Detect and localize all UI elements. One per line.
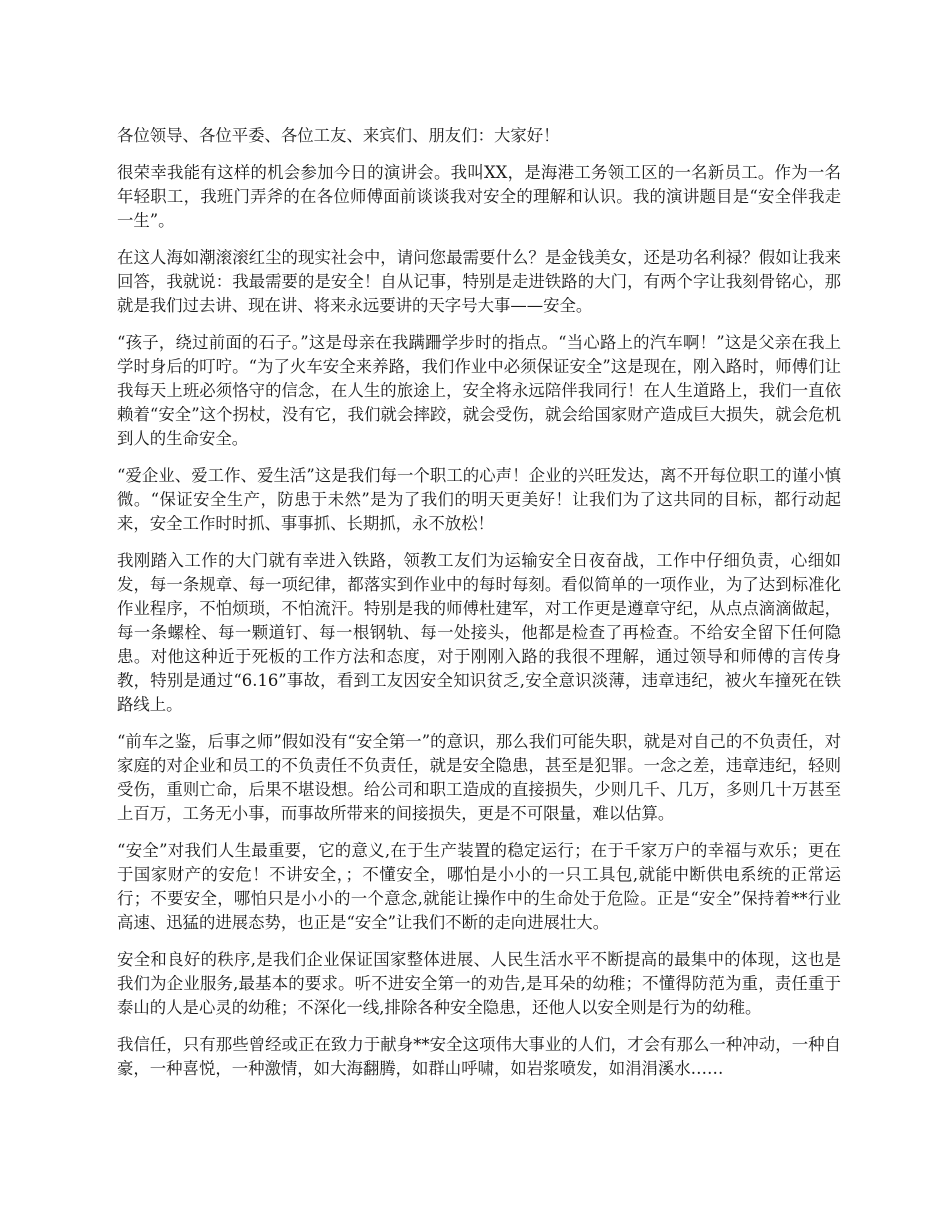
paragraph: “爱企业、爱工作、爱生活”这是我们每一个职工的心声！企业的兴旺发达，离不开每位职工的谨小慎微。“保证安全生产，防患于未然”是为了我们的明天更美好！让我们为了这共同的目标，都行动起来，安全工作时时抓、事事抓、长期抓，永不放松！	[117, 466, 841, 533]
paragraph-introduction: 很荣幸我能有这样的机会参加今日的演讲会。我叫XX，是海港工务领工区的一名新员工。作为一名年轻职工，我班门弄斧的在各位师傅面前谈谈我对安全的理解和认识。我的演讲题目是“安全伴我走一生”。	[117, 163, 841, 230]
paragraph-greeting: 各位领导、各位平委、各位工友、来宾们、朋友们：大家好！	[117, 126, 560, 145]
paragraph: “安全”对我们人生最重要，它的意义,在于生产装置的稳定运行；在于千家万户的幸福与欢乐；更在于国家财产的安危！不讲安全，；不懂安全，哪怕是小小的一只工具包,就能中断供电系统的正常运行；不要安全，哪怕只是小小的一个意念,就能让操作中的生命处于危险。正是“安全”保持着**行业高速、迅猛的进展态势，也正是“安全”让我们不断的走向进展壮大。	[117, 841, 841, 932]
paragraph: “孩子，绕过前面的石子。”这是母亲在我蹒跚学步时的指点。“当心路上的汽车啊！”这是父亲在我上学时身后的叮咛。“为了火车安全来养路，我们作业中必须保证安全”这是现在，刚入路时，师傅们让我每天上班必须恪守的信念，在人生的旅途上，安全将永远陪伴我同行！在人生道路上，我们一直依赖着“安全”这个拐杖，没有它，我们就会摔跤，就会受伤，就会给国家财产造成巨大损失，就会危机到人的生命安全。	[117, 333, 841, 448]
paragraph: 我刚踏入工作的大门就有幸进入铁路，领教工友们为运输安全日夜奋战，工作中仔细负责，心细如发，每一条规章、每一项纪律，都落实到作业中的每时每刻。看似简单的一项作业，为了达到标准化作业程序，不怕烦琐，不怕流汗。特别是我的师傅杜建军，对工作更是遵章守纪，从点点滴滴做起，每一条螺栓、每一颗道钉、每一根钢轨、每一处接头，他都是检查了再检查。不给安全留下任何隐患。对他这种近于死板的工作方法和态度，对于刚刚入路的我很不理解，通过领导和师傅的言传身教，特别是通过“6.16”事故，看到工友因安全知识贫乏,安全意识淡薄，违章违纪，被火车撞死在铁路线上。	[117, 551, 841, 714]
paragraph: 安全和良好的秩序,是我们企业保证国家整体进展、人民生活水平不断提高的最集中的体现，这也是我们为企业服务,最基本的要求。听不进安全第一的劝告,是耳朵的幼稚；不懂得防范为重，责任重于泰山的人是心灵的幼稚；不深化一线,排除各种安全隐患，还他人以安全则是行为的幼稚。	[117, 950, 841, 1017]
paragraph: 在这人海如潮滚滚红尘的现实社会中，请问您最需要什么？是金钱美女，还是功名利禄？假如让我来回答，我就说：我最需要的是安全！自从记事，特别是走进铁路的大门，有两个字让我刻骨铭心，那就是我们过去讲、现在讲、将来永远要讲的天字号大事——安全。	[117, 248, 841, 315]
paragraph-closing: 我信任，只有那些曾经或正在致力于献身**安全这项伟大事业的人们，才会有那么一种冲动，一种自豪，一种喜悦，一种激情，如大海翻腾，如群山呼啸，如岩浆喷发，如涓涓溪水……	[117, 1035, 841, 1078]
paragraph: “前车之鉴，后事之师”假如没有“安全第一”的意识，那么我们可能失职，就是对自己的不负责任，对家庭的对企业和员工的不负责任不负责任，就是安全隐患，甚至是犯罪。一念之差，违章违纪，轻则受伤，重则亡命，后果不堪设想。给公司和职工造成的直接损失，少则几千、几万，多则几十万甚至上百万，工务无小事，而事故所带来的间接损失，更是不可限量，难以估算。	[117, 732, 841, 823]
document-body	[117, 124, 841, 1094]
